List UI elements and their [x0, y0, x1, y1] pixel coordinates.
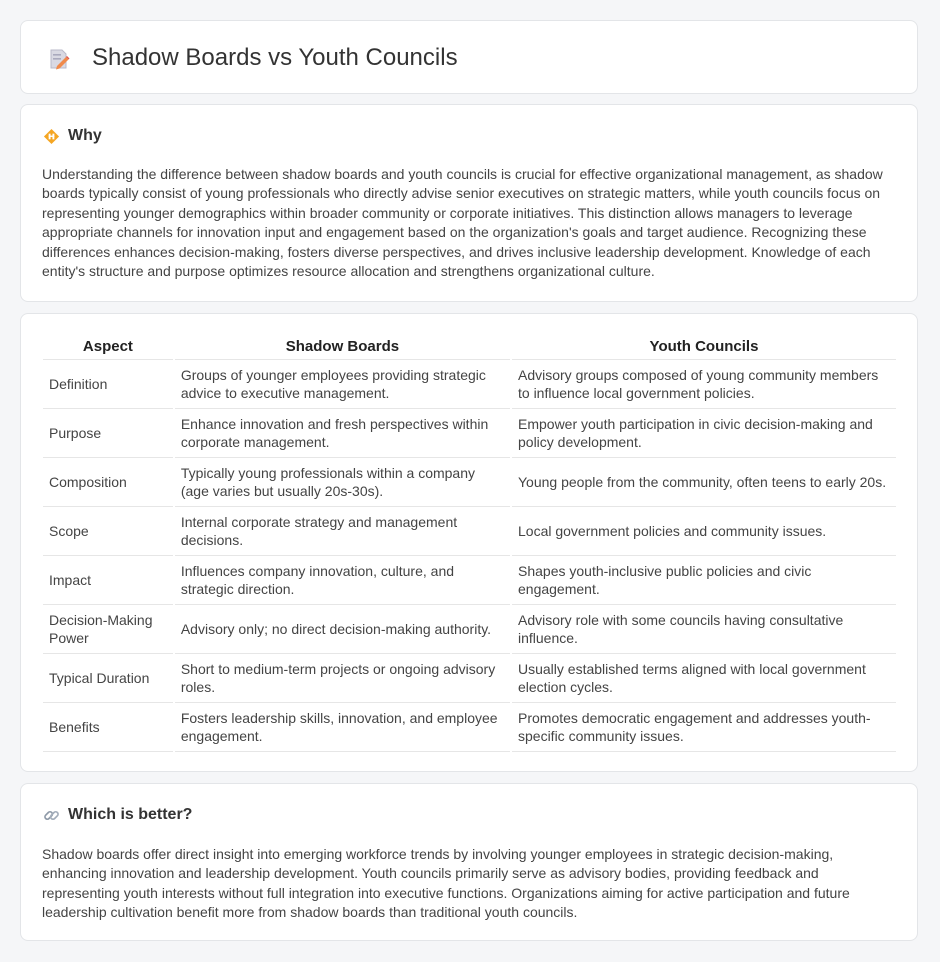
column-header-shadow-boards: Shadow Boards [175, 336, 510, 360]
page-title: Shadow Boards vs Youth Councils [92, 44, 458, 71]
aspect-cell: Scope [43, 507, 173, 556]
header-card [20, 20, 918, 94]
youth-councils-cell: Advisory role with some councils having consultative influence. [512, 605, 896, 654]
youth-councils-cell: Shapes youth-inclusive public policies and civic engagement. [512, 556, 896, 605]
table-row [43, 654, 896, 703]
shadow-boards-cell: Fosters leadership skills, innovation, and employee engagement. [175, 703, 510, 752]
table-row [43, 556, 896, 605]
table-row [43, 703, 896, 752]
table-row [43, 507, 896, 556]
table-header-row [43, 336, 896, 360]
shadow-boards-cell: Groups of younger employees providing strategic advice to executive management. [175, 360, 510, 409]
better-heading [43, 806, 192, 824]
youth-councils-cell: Young people from the community, often teens to early 20s. [512, 458, 896, 507]
shadow-boards-cell: Typically young professionals within a company (age varies but usually 20s-30s). [175, 458, 510, 507]
youth-councils-cell: Empower youth participation in civic decision-making and policy development. [512, 409, 896, 458]
aspect-cell: Benefits [43, 703, 173, 752]
table-row [43, 605, 896, 654]
comparison-table [41, 336, 898, 752]
shadow-boards-cell: Influences company innovation, culture, and strategic direction. [175, 556, 510, 605]
why-heading [43, 127, 102, 145]
shadow-boards-cell: Short to medium-term projects or ongoing advisory roles. [175, 654, 510, 703]
table-row [43, 409, 896, 458]
comparison-table-card [20, 313, 918, 772]
better-heading-label: Which is better? [68, 806, 193, 823]
column-header-aspect: Aspect [43, 336, 173, 360]
shadow-boards-cell: Advisory only; no direct decision-making authority. [175, 605, 510, 654]
youth-councils-cell: Advisory groups composed of young community members to influence local government policies. [512, 360, 896, 409]
why-heading-label: Why [68, 127, 102, 144]
shadow-boards-cell: Enhance innovation and fresh perspectives within corporate management. [175, 409, 510, 458]
youth-councils-cell: Usually established terms aligned with local government election cycles. [512, 654, 896, 703]
shadow-boards-cell: Internal corporate strategy and management decisions. [175, 507, 510, 556]
why-section [20, 104, 918, 302]
warning-diamond-icon [43, 128, 60, 145]
column-header-youth-councils: Youth Councils [512, 336, 896, 360]
better-text: Shadow boards offer direct insight into emerging workforce trends by involving younger employees in strategic decision-making, enhancing innovation and leadership development. Youth councils primarily serve as advisory bodies, providing feedback and representing youth interests without full integration into executive functions. Organizations aiming for active participation and future leadership cultivation benefit more from shadow boards than traditional youth councils. [42, 846, 850, 921]
aspect-cell: Decision-Making Power [43, 605, 173, 654]
aspect-cell: Impact [43, 556, 173, 605]
link-icon [43, 807, 60, 824]
aspect-cell: Definition [43, 360, 173, 409]
which-is-better-section [20, 783, 918, 941]
aspect-cell: Composition [43, 458, 173, 507]
table-row [43, 360, 896, 409]
document-pencil-icon [47, 47, 71, 71]
aspect-cell: Purpose [43, 409, 173, 458]
table-row [43, 458, 896, 507]
youth-councils-cell: Promotes democratic engagement and addresses youth-specific community issues. [512, 703, 896, 752]
why-text: Understanding the difference between shadow boards and youth councils is crucial for effective organizational management, as shadow boards typically consist of young professionals who directly advise senior executives on strategic matters, while youth councils focus on representing younger demographics within broader community or corporate initiatives. This distinction allows managers to leverage appropriate channels for innovation input and engagement based on the organization's goals and target audience. Recognizing these differences enhances decision-making, fosters diverse perspectives, and drives inclusive leadership development. Knowledge of each entity's structure and purpose optimizes resource allocation and strengthens organizational culture. [42, 166, 883, 280]
youth-councils-cell: Local government policies and community issues. [512, 507, 896, 556]
aspect-cell: Typical Duration [43, 654, 173, 703]
